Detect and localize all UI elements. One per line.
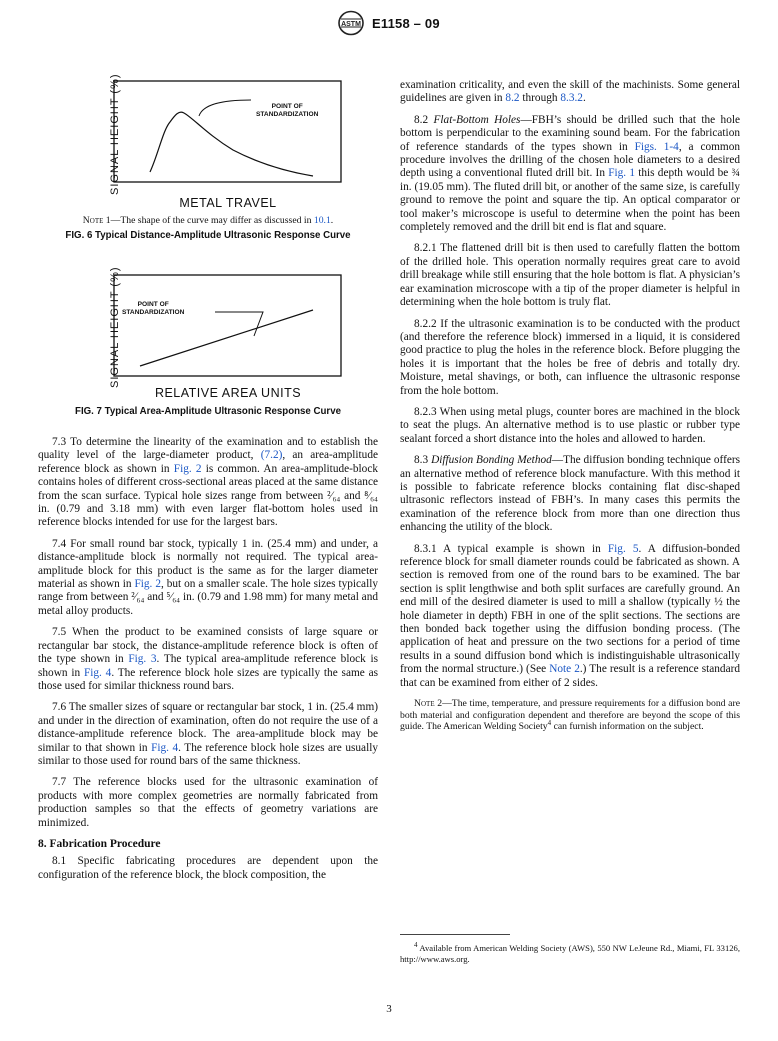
fig6-y-axis-label: SIGNAL HEIGHT (%) (109, 73, 121, 195)
fig6-x-axis-label: METAL TRAVEL (179, 196, 277, 210)
link-fig-2[interactable]: Fig. 2 (173, 462, 202, 475)
astm-logo-icon (331, 10, 371, 36)
svg-text:ASTM: ASTM (341, 21, 361, 28)
footnote-4: $^4$ Available from American Welding Society (AWS), 550 NW LeJeune Rd., Miami, FL 33126, http://www.aws.org. (400, 941, 740, 964)
page-number: 3 (386, 1003, 392, 1015)
link-note-2[interactable]: Note 2 (549, 663, 580, 676)
figure-7 (38, 268, 378, 418)
fig6-plot-frame (114, 81, 341, 182)
fig6-response-curve (150, 112, 313, 176)
link-fig-2[interactable]: Fig. 2 (134, 578, 161, 591)
fig7-callout: POINT OF STANDARDIZATION (122, 301, 185, 316)
paragraph-8-3-1: 8.3.1 A typical example is shown in Fig. 5. A diffusion-bonded reference block for small diameter rounds could be fabricated as shown. A section is removed from one of the round bars to be examined. The bar section is split lengthwise and both split surfaces are carefully ground. An end mill of the desired diameter is used to mill a shallow (typically ½ the hole diameter in depth) FBH in one of the split sections. The sections are then bonded back together using the diffusion bonding process. (The application of heat and pressure on the two sections for a period of time results in a sound diffusion bond which is indistinguishable ultrasonically from the normal structure.) (See Note 2.) The result is a reference standard that can be examined from either of 2 sides. (400, 542, 740, 689)
paragraph-8-2-3: 8.2.3 When using metal plugs, counter bores are machined in the block to seat the plugs. An alternative method is to use plastic or rubber type sealant forced a short distance into the holes and allowed to harden. (400, 405, 740, 445)
figure-6 (38, 70, 378, 248)
section-heading-8: 8. Fabrication Procedure (38, 837, 161, 850)
link-fig-3[interactable]: Fig. 3 (128, 653, 157, 666)
fig7-caption: FIG. 7 Typical Area-Amplitude Ultrasonic Response Curve (75, 406, 341, 417)
paragraph-8-1-continued: examination criticality, and even the skill of the machinists. Some general guidelines are given in 8.2 through 8.3.2. (400, 79, 740, 105)
link-fig-1[interactable]: Fig. 1 (608, 167, 635, 180)
fig7-y-axis-label: SIGNAL HEIGHT (%) (109, 266, 121, 388)
paragraph-7-6: 7.6 The smaller sizes of square or rectangular bar stock, 1 in. (25.4 mm) and under in the direction of examination, often do not require the use of a distance-amplitude reference block. The area-amplitude block may be similar to that shown in Fig. 4. The reference block hole sizes are usually similar to those used for round bars of the same thickness. (38, 701, 378, 767)
fig7-callout-leader (215, 312, 263, 336)
fig6-caption: FIG. 6 Typical Distance-Amplitude Ultrasonic Response Curve (65, 230, 351, 241)
paragraph-7-3: 7.3 To determine the linearity of the examination and to establish the quality level of the large-diameter product, (7.2), an area-amplitude reference block as shown in Fig. 2 is common. An area-amplitude-block contains holes of different cross-sectional areas placed at the same distance from the scan surface. Typical hole sizes range from between ²⁄₆₄ and ⁸⁄₆₄ in. (0.79 and 3.18 mm) with even larger flat-bottom holes used in reference blocks intended for use for the largest bars. (38, 436, 378, 529)
document-designation: E1158 – 09 (372, 16, 440, 31)
paragraph-8-1: 8.1 Specific fabricating procedures are dependent upon the configuration of the reference block, the block composition, the (38, 855, 378, 881)
link-fig-4[interactable]: Fig. 4 (151, 741, 179, 754)
fig7-plot (113, 274, 343, 379)
link-fig-4[interactable]: Fig. 4 (83, 666, 112, 679)
paragraph-7-4: 7.4 For small round bar stock, typically 1 in. (25.4 mm) and under, a distance-amplitude block is normally not required. The typical area-amplitude block for this product is the same as for the larger diameter material as shown in Fig. 2, but on a smaller scale. The hole sizes typically range from between ²⁄₆₄ and ⁵⁄₆₄ in. (0.79 and 1.98 mm) for many metal and metal alloy products. (38, 537, 378, 617)
paragraph-7-7: 7.7 The reference blocks used for the ultrasonic examination of products with more complex geometries are normally fabricated from production samples so that the effects of geometry variations are minimized. (38, 776, 378, 829)
fig7-x-axis-label: RELATIVE AREA UNITS (154, 386, 302, 400)
link-8-3-2[interactable]: 8.3.2 (560, 92, 583, 105)
paragraph-8-2-2: 8.2.2 If the ultrasonic examination is to be conducted with the product (and therefore the reference block) immersed in a liquid, it is considered good practice to plug the holes in the reference block. Before plugging the holes it is important that the holes be free of debris and totally dry. Moisture, metal shavings, or both, can influence the ultrasonic response from the hole bottom. (400, 317, 740, 397)
footnote-divider (400, 934, 510, 935)
left-column (38, 436, 378, 890)
note-2: Note 2—The time, temperature, and pressure requirements for a diffusion bond are both material and configuration dependent and therefore are beyond the scope of this guide. The American Welding Society$^4$ can furnish information on the subject. (400, 698, 740, 733)
paragraph-8-2: 8.2 Flat-Bottom Holes—FBH’s should be drilled such that the hole bottom is perpendicular to the examining sound beam. For the fabrication of reference standards of the types shown in Figs. 1-4, a common procedure involves the drilling of the chosen hole diameters to a desired depth using a conventional fluted drill bit. In Fig. 1 this depth would be ¾ in. (19.05 mm). The fluted drill bit, or another of the same size, is carefully ground to remove the point and square the tip. An optical comparator or tool maker’s microscope is useful to determine when the point has been completely removed and the drill bit end is flat and square. (400, 113, 741, 234)
link-fig-5[interactable]: Fig. 5 (607, 542, 639, 555)
right-column (400, 79, 740, 741)
fig6-callout-leader (199, 100, 251, 116)
link-7-2[interactable]: (7.2) (260, 449, 283, 462)
paragraph-8-2-1: 8.2.1 The flattened drill bit is then used to carefully flatten the bottom of the drilled hole. This operation normally requires great care to avoid drill breakage while still ensuring that the hole bottom is flat. A physician’s ear examination microscope with a tip of the proper diameter is helpful in determining when the hole bottom is truly flat. (400, 242, 740, 309)
fig6-note-link[interactable]: 10.1 (313, 215, 331, 226)
fig6-callout: POINT OF STANDARDIZATION (256, 103, 319, 118)
fig7-response-line (140, 310, 313, 366)
paragraph-7-5: 7.5 When the product to be examined consists of large square or rectangular bar stock, the distance-amplitude reference block is often of the type shown in Fig. 3. The typical area-amplitude reference block is shown in Fig. 4. The reference block hole sizes are typically the same as those used for similar thickness round bars. (38, 626, 378, 692)
page-header (0, 8, 778, 38)
link-figs-1-4[interactable]: Figs. 1-4 (634, 140, 679, 153)
paragraph-8-3: 8.3 Diffusion Bonding Method—The diffusion bonding technique offers an alternative method of reference block manufacture. With this method it is possible to fabricate reference blocks containing flat disc-shaped ultrasonic reflectors instead of FBH’s. In many cases this permits the examination of the reference block from more than one direction thus enhancing the utility of the block. (400, 454, 741, 534)
fig6-plot (113, 80, 343, 185)
fig6-note: Note 1—The shape of the curve may differ as discussed in 10.1. (82, 215, 334, 226)
link-8-2[interactable]: 8.2 (505, 92, 520, 105)
fig7-plot-frame (114, 275, 341, 376)
